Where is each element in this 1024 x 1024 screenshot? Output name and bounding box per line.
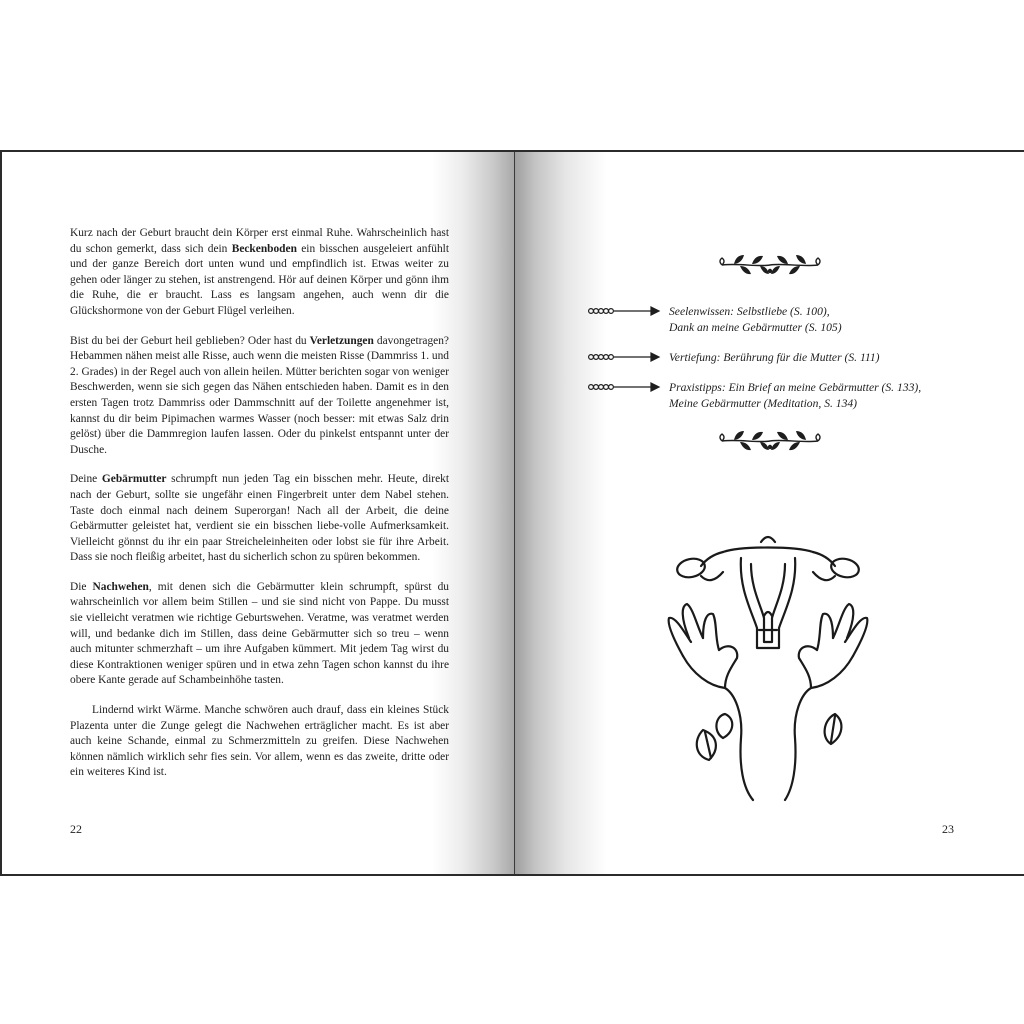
beaded-arrow-icon xyxy=(587,304,663,318)
page-number-left: 22 xyxy=(70,822,82,836)
page-number-right: 23 xyxy=(942,822,954,836)
body-paragraph xyxy=(70,334,449,459)
left-page xyxy=(2,152,514,874)
bold-keyword: Nachwehen xyxy=(92,580,149,593)
body-paragraph-continued: Lindernd wirkt Wärme. Manche schwören auch drauf, dass ein kleines Stück Plazenta unter die Zunge gelegt die Nachwehen erträglicher macht. Es ist aber auch keine Schande, einmal zu Schmerzmitteln zu greifen. Diese Nachwehen können nämlich wirklich sehr fies sein. Vor allem, wenn es das zweite, dritte oder ein weiteres Kind ist. xyxy=(70,704,449,779)
text-run: Die xyxy=(70,580,93,593)
open-book-spread xyxy=(0,150,1024,876)
beaded-arrow-icon xyxy=(587,350,663,364)
leaf-vine-ornament-icon xyxy=(718,426,822,456)
cross-reference xyxy=(587,304,977,336)
cross-reference-text: Seelenwissen: Selbstliebe (S. 100), xyxy=(669,305,830,318)
cross-reference xyxy=(587,380,977,412)
cross-reference-text: Meine Gebärmutter (Meditation, S. 134) xyxy=(669,397,858,410)
text-run: Kurz nach der Geburt braucht dein Körper erst einmal Ruhe. Wahrscheinlich hast du schon gemerkt, dass sich dein xyxy=(70,227,449,255)
bold-keyword: Verletzungen xyxy=(309,334,374,347)
text-run: davongetragen? Hebammen nähen meist alle Risse, auch wenn die meisten Risse (Dammriss 1. und 2. Grades) in der Regel auch von allein heilen. Mütter berichten sogar von weniger Beschwerden, wenn sie sich gegen das Nähen entschieden haben. Damit es in den ersten Tagen trotz Dammriss oder Dammschnitt auf der Toilette angenehmer ist, kannst du dir beim Pipimachen warmes Wasser (noch besser: mit etwas Salz drin gelöst) über die Dammregion laufen lassen. Oder du pinkelst entspannt unter der Dusche. xyxy=(70,334,449,456)
cross-reference xyxy=(587,350,977,366)
body-text xyxy=(70,226,449,781)
beaded-arrow-icon xyxy=(587,380,663,394)
cross-reference-text: Praxistipps: Ein Brief an meine Gebärmutter (S. 133), xyxy=(669,381,922,394)
leaf-vine-ornament-icon xyxy=(718,250,822,280)
text-run: Deine xyxy=(70,473,102,486)
text-run: schrumpft nun jeden Tag ein bisschen mehr. Heute, direkt nach der Geburt, sollte sie ungefähr einen Fingerbreit unter dem Nabel stehen. Taste doch einmal nach deinem Superorgan! Nach all der Arbeit, die deine Gebärmutter geleistet hat, verdient sie ein bisschen liebe-volle Aufmerksamkeit. Vielleicht gönnst du ihr ein paar Streicheleinheiten oder lobst sie für ihre Arbeit. Dass sie noch fleißig arbeitet, hast du sicherlich schon zu spüren bekommen. xyxy=(70,473,449,564)
text-run: Bist du bei der Geburt heil geblieben? Oder hast du xyxy=(70,334,310,347)
body-paragraph xyxy=(70,226,449,320)
body-paragraph xyxy=(70,472,449,566)
text-run: ein bisschen ausgeleiert anfühlt und der ganze Bereich dort unten wund und empfindlich ist. Etwas weiter zu gehen oder länger zu stehen, ist anstrengend. Hör auf deinen Körper und gönn ihm die Ruhe, die er braucht. Lass es langsam angehen, auch wenn dir die Glückshormone von der Geburt Flügel verleihen. xyxy=(70,242,449,317)
text-run: , mit denen sich die Gebärmutter klein schrumpft, spürst du wahrscheinlich vor allem beim Stillen – und sie sind nicht von Pappe. Du musst sie vielleicht veratmen wie richtige Geburtswehen. Veratme, was veratmet werden will, und bedanke dich im Stillen, dass deine Gebärmutter sich so treu – wenn auch mitunter schmerzhaft – um ihre Aufgaben kümmert. Mit jedem Tag wirst du diese Kontraktionen weniger spüren und in etwa zehn Tagen schon kannst du ihre obere Kante gerade auf Schambeinhöhe tasten. xyxy=(70,580,449,687)
uterus-in-hands-icon xyxy=(663,518,873,808)
body-paragraph xyxy=(70,580,449,689)
bold-keyword: Gebärmutter xyxy=(101,473,167,486)
cross-reference-text: Vertiefung: Berührung für die Mutter (S. 111) xyxy=(669,351,880,364)
right-page xyxy=(515,152,1024,874)
cross-reference-list xyxy=(587,304,977,426)
bold-keyword: Beckenboden xyxy=(231,242,297,255)
cross-reference-text: Dank an meine Gebärmutter (S. 105) xyxy=(669,321,842,334)
